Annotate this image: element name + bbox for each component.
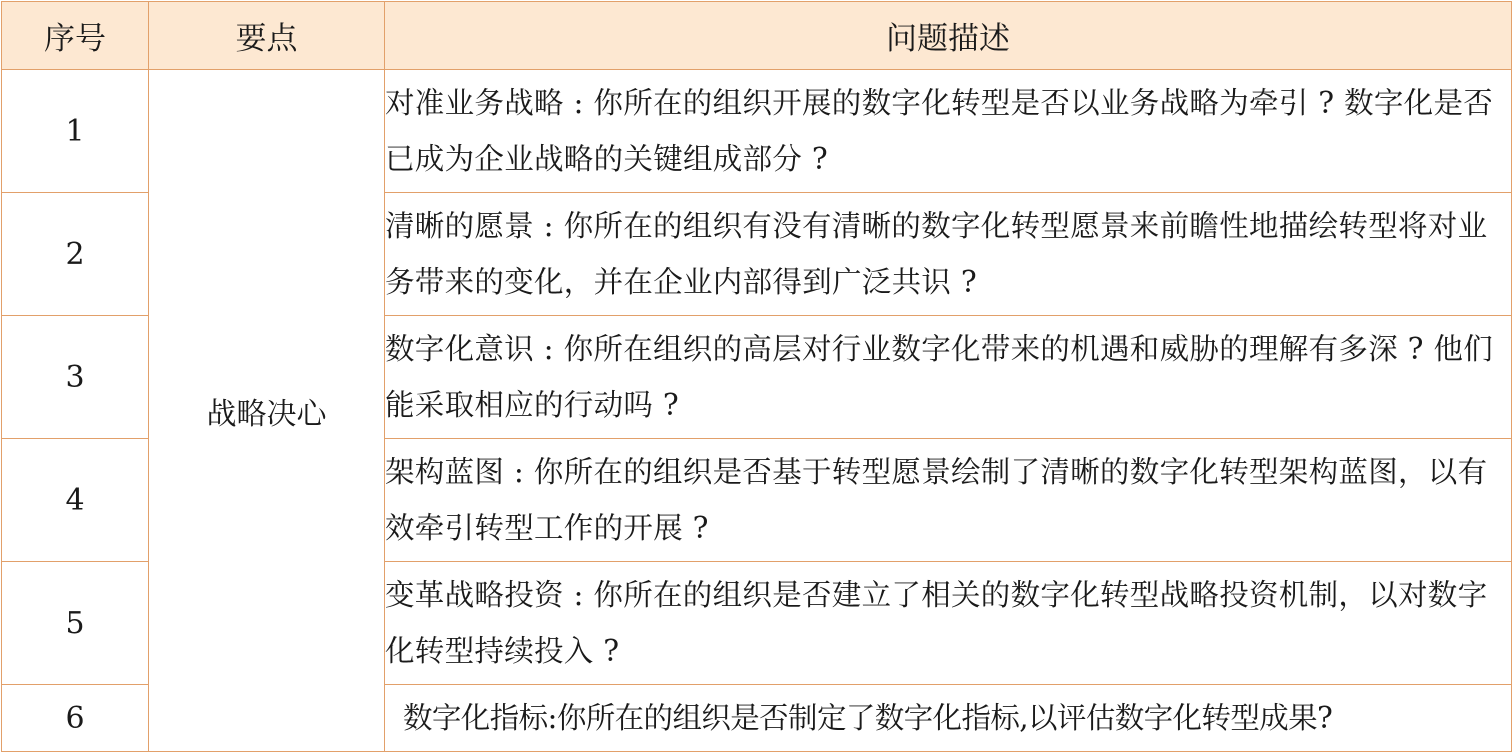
header-index: 序号	[2, 2, 149, 70]
row-description: 变革战略投资 : 你所在的组织是否建立了相关的数字化转型战略投资机制，以对数字化转型持续投入 ?	[385, 562, 1512, 685]
table-row	[2, 70, 1512, 193]
strategy-question-table	[1, 1, 1512, 752]
row-index: 5	[2, 562, 149, 685]
row-description: 清晰的愿景 : 你所在的组织有没有清晰的数字化转型愿景来前瞻性地描绘转型将对业务带来的变化，并在企业内部得到广泛共识 ?	[385, 193, 1512, 316]
row-index: 1	[2, 70, 149, 193]
row-description: 数字化意识 : 你所在组织的高层对行业数字化带来的机遇和威胁的理解有多深 ? 他们能采取相应的行动吗 ?	[385, 316, 1512, 439]
table-header-row	[2, 2, 1512, 70]
key-point-cell: 战略决心	[149, 70, 385, 752]
row-description: 对准业务战略 : 你所在的组织开展的数字化转型是否以业务战略为牵引 ? 数字化是否已成为企业战略的关键组成部分 ?	[385, 70, 1512, 193]
row-index: 2	[2, 193, 149, 316]
header-description: 问题描述	[385, 2, 1512, 70]
row-index: 6	[2, 685, 149, 752]
row-description: 架构蓝图 : 你所在的组织是否基于转型愿景绘制了清晰的数字化转型架构蓝图，以有效牵引转型工作的开展 ?	[385, 439, 1512, 562]
row-index: 4	[2, 439, 149, 562]
row-description: 数字化指标:你所在的组织是否制定了数字化指标,以评估数字化转型成果?	[385, 685, 1512, 752]
header-key-point: 要点	[149, 2, 385, 70]
row-index: 3	[2, 316, 149, 439]
